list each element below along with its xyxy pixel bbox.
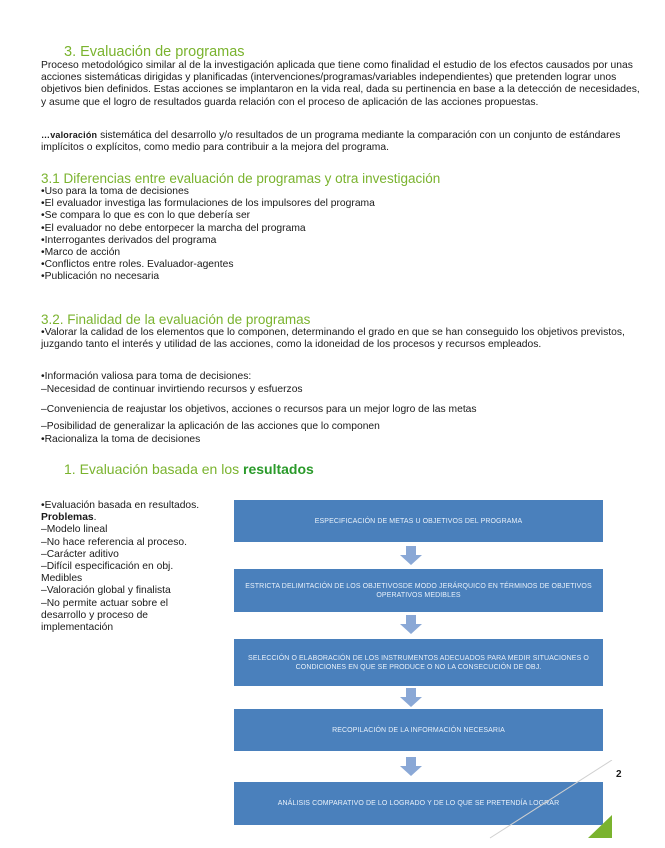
- title-prefix: 1. Evaluación basada en los: [64, 461, 244, 477]
- paragraph-finalidad: •Valorar la calidad de los elementos que lo componen, determinando el grado en que se han conseguido los objetivos previstos, juzgando tanto el interés y utilidad de las acciones, como la idoneidad de los procesos y recursos empleados.: [41, 327, 625, 351]
- list-item: •Publicación no necesaria: [41, 271, 160, 283]
- slide-corner-decoration-icon: [480, 760, 615, 840]
- problems-list: [41, 500, 201, 634]
- list-item: –Valoración global y finalista: [41, 585, 171, 597]
- paragraph-lead: …valoración: [41, 130, 98, 140]
- list-item: •El evaluador investiga las formulaciones de los impulsores del programa: [41, 198, 375, 210]
- flow-step-4: RECOPILACIÓN DE LA INFORMACIÓN NECESARIA: [234, 709, 603, 751]
- down-arrow-icon: [399, 546, 423, 566]
- list-item: •Uso para la toma de decisiones: [41, 186, 189, 197]
- list-item: –No permite actuar sobre el desarrollo y proceso de implementación: [41, 597, 169, 634]
- subsection-title-3-2: 3.2. Finalidad de la evaluación de programas: [41, 312, 311, 327]
- flow-step-5: ANÁLISIS COMPARATIVO DE LO LOGRADO Y DE LO QUE SE PRETENDÍA LOGRAR: [234, 782, 603, 825]
- list-item: –No hace referencia al proceso.: [41, 536, 187, 548]
- list-item: –Posibilidad de generalizar la aplicación de las acciones que lo componen: [41, 421, 380, 432]
- paragraph-valoracion: [41, 129, 641, 154]
- list-item: •Racionaliza la toma de decisiones: [41, 434, 201, 445]
- down-arrow-icon: [399, 757, 423, 777]
- flow-step-2: ESTRICTA DELIMITACIÓN DE LOS OBJETIVOSDE MODO JERÁRQUICO EN TÉRMINOS DE OBJETIVOS OPERATIVOS MEDIBLES: [234, 569, 603, 612]
- list-item: •El evaluador no debe entorpecer la marcha del programa: [41, 222, 306, 234]
- flow-step-1: ESPECIFICACIÓN DE METAS U OBJETIVOS DEL PROGRAMA: [234, 500, 603, 542]
- title-bold: resultados: [243, 461, 314, 477]
- list-item: •Información valiosa para toma de decisiones:: [41, 371, 252, 382]
- down-arrow-icon: [399, 615, 423, 635]
- differences-list: [41, 186, 641, 284]
- list-item: •Marco de acción: [41, 247, 121, 259]
- problems-intro: •Evaluación basada en resultados. Problemas.: [41, 500, 200, 524]
- paragraph-body: sistemática del desarrollo y/o resultados de un programa mediante la comparación con un conjunto de estándares implícitos o explícitos, como medio para contribuir a la mejora del programa.: [41, 130, 621, 154]
- subsection-title-3-1: 3.1 Diferencias entre evaluación de programas y otra investigación: [41, 171, 441, 186]
- list-item: –Modelo lineal: [41, 524, 108, 536]
- list-item: –Difícil especificación en obj. Medibles: [41, 561, 174, 585]
- page-number: 2: [616, 769, 622, 780]
- list-item: –Conveniencia de reajustar los objetivos, acciones o recursos para un mejor logro de las metas: [41, 404, 477, 415]
- list-item: –Carácter aditivo: [41, 548, 119, 560]
- paragraph-definition: Proceso metodológico similar al de la investigación aplicada que tiene como finalidad el estudio de los efectos causados por unas acciones sistemáticas dirigidas y planificadas (intervenciones/programas/variables independientes) que pretenden lograr unos objetivos bien definidos. Estas acciones se implantaron en la vida real, dada su pertinencia en base a la detección de necesidades, y asume que el logro de resultados guarda relación con el proceso de aplicación de las acciones propuestas.: [41, 60, 640, 108]
- flow-step-3: SELECCIÓN O ELABORACIÓN DE LOS INSTRUMENTOS ADECUADOS PARA MEDIR SITUACIONES O CONDICIONES EN QUE SE PRODUCE O NO LA CONSECUCIÓN DE OBJ.: [234, 639, 603, 686]
- problems-label: Problemas: [41, 512, 94, 524]
- list-item: •Se compara lo que es con lo que debería ser: [41, 210, 251, 222]
- section-title-resultados: [64, 461, 314, 477]
- list-item: •Interrogantes derivados del programa: [41, 234, 217, 246]
- list-item: –Necesidad de continuar invirtiendo recursos y esfuerzos: [41, 384, 303, 395]
- down-arrow-icon: [399, 688, 423, 708]
- section-title: 3. Evaluación de programas: [64, 44, 245, 60]
- list-item: •Conflictos entre roles. Evaluador-agentes: [41, 259, 234, 271]
